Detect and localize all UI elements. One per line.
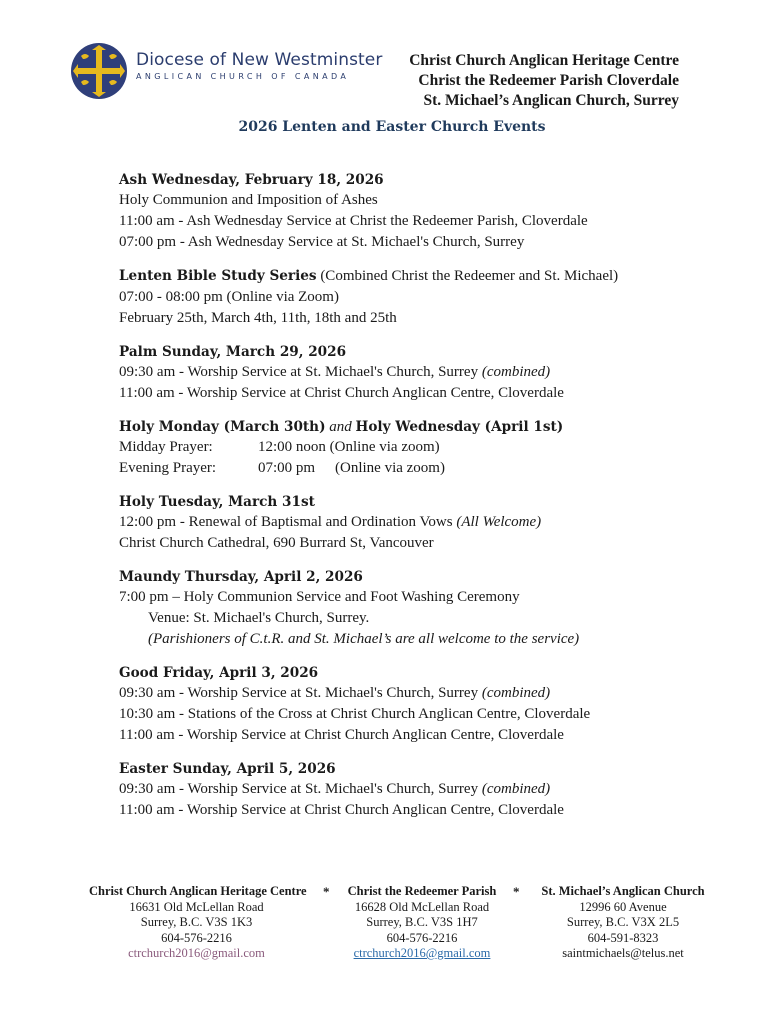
contact-email[interactable]: saintmichaels@telus.net <box>562 946 684 960</box>
separator-star: * <box>323 884 330 899</box>
diocese-seal-icon <box>70 42 128 100</box>
contact-name: St. Michael’s Anglican Church <box>541 884 705 898</box>
event-title-line <box>119 266 759 287</box>
prayer-time: 12:00 noon (Online via zoom) <box>258 439 440 455</box>
separator-star: * <box>513 884 520 899</box>
event-line: 11:00 am - Ash Wednesday Service at Christ the Redeemer Parish, Cloverdale <box>119 213 588 229</box>
contact-phone: 604-576-2216 <box>161 930 232 945</box>
event-title <box>119 417 759 437</box>
event-line: Christ Church Cathedral, 690 Burrard St, Vancouver <box>119 535 434 551</box>
contact-christ-church <box>89 884 307 962</box>
event-holy-tuesday <box>119 492 759 554</box>
event-line-note: (Parishioners of C.t.R. and St. Michael’s are all welcome to the service) <box>148 631 580 647</box>
event-line <box>119 683 759 704</box>
contact-email[interactable]: ctrchurch2016@gmail.com <box>128 946 265 960</box>
prayer-label: Evening Prayer: <box>119 460 217 476</box>
event-line-text: 09:30 am - Worship Service at St. Michael's Church, Surrey <box>119 685 482 701</box>
event-line: February 25th, March 4th, 11th, 18th and 25th <box>119 310 397 326</box>
prayer-label: Midday Prayer: <box>119 439 213 455</box>
event-line-note: (combined) <box>481 685 551 701</box>
event-title: Lenten Bible Study Series <box>119 268 317 284</box>
event-line: 7:00 pm – Holy Communion Service and Foot Washing Ceremony <box>119 589 520 605</box>
event-line <box>119 512 759 533</box>
event-title: Holy Tuesday, March 31st <box>119 494 315 510</box>
event-line <box>119 437 759 458</box>
event-maundy-thursday <box>119 567 759 650</box>
event-title-part: Holy Monday (March 30th) <box>119 419 326 435</box>
contact-city: Surrey, B.C. V3S 1H7 <box>366 915 478 929</box>
contact-email[interactable]: ctrchurch2016@gmail.com <box>353 946 491 960</box>
event-line-text: 09:30 am - Worship Service at St. Michael's Church, Surrey <box>119 781 482 797</box>
logo-subtitle: ANGLICAN CHURCH OF CANADA <box>136 72 350 81</box>
event-line-note: (combined) <box>481 364 551 380</box>
event-line-text: 09:30 am - Worship Service at St. Michael's Church, Surrey <box>119 364 482 380</box>
prayer-time: 07:00 pm <box>258 460 316 476</box>
event-line: 11:00 am - Worship Service at Christ Church Anglican Centre, Cloverdale <box>119 802 564 818</box>
event-line-text: 12:00 pm - Renewal of Baptismal and Ordination Vows <box>119 514 457 530</box>
event-title: Ash Wednesday, February 18, 2026 <box>119 172 384 188</box>
logo-name: Diocese of New Westminster <box>136 50 383 70</box>
header-line: Christ the Redeemer Parish Cloverdale <box>418 72 679 89</box>
event-holy-monday-wednesday <box>119 417 759 479</box>
contact-city: Surrey, B.C. V3S 1K3 <box>140 915 253 929</box>
contact-phone: 604-576-2216 <box>386 930 458 945</box>
event-line-note: (All Welcome) <box>456 514 542 530</box>
event-line: 10:30 am - Stations of the Cross at Christ Church Anglican Centre, Cloverdale <box>119 706 591 722</box>
event-title: Maundy Thursday, April 2, 2026 <box>119 569 363 585</box>
contact-phone: 604-591-8323 <box>587 930 659 945</box>
header-line: Christ Church Anglican Heritage Centre <box>409 52 679 69</box>
document-title: 2026 Lenten and Easter Church Events <box>238 119 546 135</box>
contact-christ-redeemer <box>337 884 507 962</box>
event-line: 07:00 - 08:00 pm (Online via Zoom) <box>119 289 339 305</box>
event-title: Good Friday, April 3, 2026 <box>119 665 319 681</box>
event-line: 07:00 pm - Ash Wednesday Service at St. Michael's Church, Surrey <box>119 234 525 250</box>
event-line: Venue: St. Michael's Church, Surrey. <box>148 610 370 626</box>
event-bible-study <box>119 266 759 329</box>
parish-header <box>409 51 679 111</box>
diocese-logo <box>70 42 383 104</box>
event-line <box>119 629 759 650</box>
event-title: Palm Sunday, March 29, 2026 <box>119 344 347 360</box>
event-ash-wednesday <box>119 170 759 253</box>
event-line <box>119 362 759 383</box>
event-title-and: and <box>325 419 356 435</box>
event-line-note: (combined) <box>481 781 551 797</box>
contact-address: 16631 Old McLellan Road <box>129 899 264 914</box>
event-line: 11:00 am - Worship Service at Christ Church Anglican Centre, Cloverdale <box>119 385 564 401</box>
event-list <box>119 170 759 834</box>
event-title: Easter Sunday, April 5, 2026 <box>119 761 336 777</box>
contact-address: 12996 60 Avenue <box>579 899 667 914</box>
contact-name: Christ Church Anglican Heritage Centre <box>89 884 307 898</box>
contact-city: Surrey, B.C. V3X 2L5 <box>566 915 680 929</box>
prayer-where: (Online via zoom) <box>335 460 445 476</box>
contact-name: Christ the Redeemer Parish <box>347 884 497 898</box>
event-line: 11:00 am - Worship Service at Christ Church Anglican Centre, Cloverdale <box>119 727 564 743</box>
event-palm-sunday <box>119 342 759 404</box>
event-easter-sunday <box>119 759 759 821</box>
event-title-part: Holy Wednesday (April 1st) <box>355 419 564 435</box>
event-title-note: (Combined Christ the Redeemer and St. Michael) <box>316 268 619 284</box>
event-line <box>119 779 759 800</box>
contact-footer <box>85 884 725 964</box>
event-good-friday <box>119 663 759 746</box>
contact-st-michaels <box>533 884 713 962</box>
event-line: Holy Communion and Imposition of Ashes <box>119 192 378 208</box>
event-line <box>119 458 759 479</box>
contact-address: 16628 Old McLellan Road <box>354 899 490 914</box>
header-line: St. Michael’s Anglican Church, Surrey <box>423 92 679 109</box>
